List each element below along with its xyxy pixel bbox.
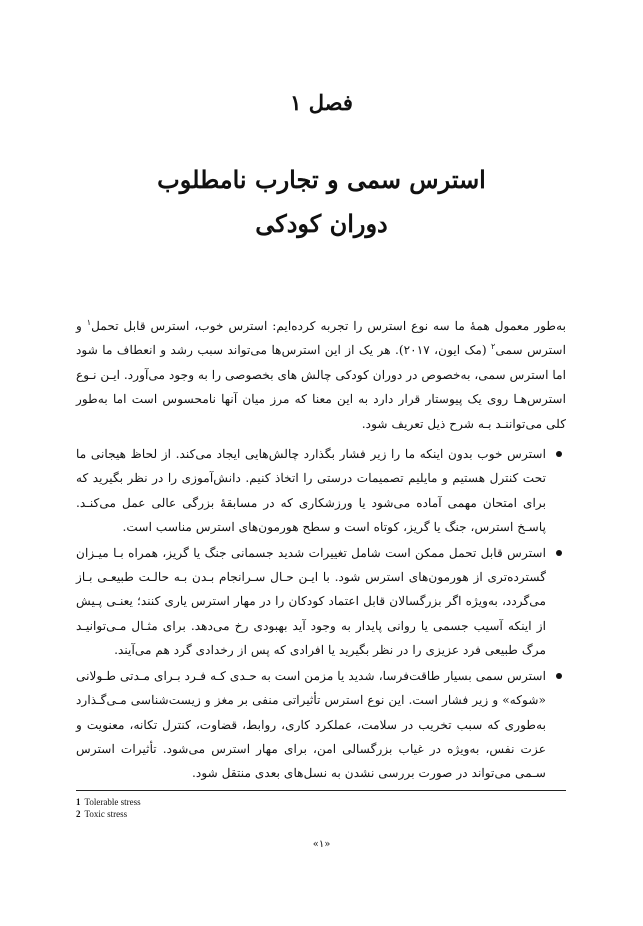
bullet-icon <box>556 451 562 457</box>
intro-text-3: (مک ایون، ۲۰۱۷). هر یک از این استرس‌ها می‌تواند سبب رشد و انعطاف ما شود اما استرس سمی، به‌خصوص در دوران کودکی چالش های بخصوصی را به وجود می‌آورد. ایـن نـوع استرس‌هـا روی یک پیوستار قرار دارد به این معنا که مرز میان آنها نامحسوس است اما به‌طور کلی می‌تواننـد بـه شرح ذیل تعریف شود. <box>76 343 566 431</box>
footnote-text: Tolerable stress <box>84 797 141 807</box>
stress-types-list <box>76 442 566 786</box>
chapter-label: فصل ۱ <box>290 90 353 115</box>
footnote-text: Toxic stress <box>84 809 128 819</box>
chapter-body <box>76 314 566 787</box>
footnote-divider <box>76 790 566 791</box>
intro-text-2: و استرس سمی <box>76 319 566 358</box>
footnote-ref-2: ۲ <box>491 342 496 352</box>
intro-paragraph <box>76 314 566 436</box>
footnotes <box>76 796 376 820</box>
bullet-icon <box>556 550 562 556</box>
page-number: «۱» <box>312 839 331 850</box>
list-item-good-stress <box>76 442 566 540</box>
footnote-ref-1: ۱ <box>86 317 92 327</box>
bullet-icon <box>556 673 562 679</box>
chapter-title-line-1: استرس سمی و تجارب نامطلوب <box>157 165 486 194</box>
list-item-tolerable-stress <box>76 541 566 663</box>
list-item-text: استرس خوب بدون اینکه ما را زیر فشار بگذارد چالش‌هایی ایجاد می‌کند. از لحاظ هیجانی ما تحت کنترل هستیم و مایلیم تصمیمات درستی را اتخاذ کنیم. دانش‌آموزی را در نظر بگیرید که برای امتحان مهمی آماده می‌شود یا ورزشکاری که در مسابقهٔ بزرگی عالی عمل می‌کنـد. پاسـخ استرس، جنگ یا گریز، کوتاه است و سطح هورمون‌های استرس مناسب است. <box>76 447 546 535</box>
footnote-number: 1 <box>76 797 81 807</box>
list-item-text: استرس قابل تحمل ممکن است شامل تغییرات شدید جسمانی جنگ یا گریز، همراه بـا میـزان گسترده‌تری از هورمون‌های استرس شود. با ایـن حـال سـرانجام بـدن بـه حالـت طبیعـی بـاز می‌گردد، به‌ویژه اگر بزرگسالان قابل اعتماد کودکان را در مهار استرس یاری کنند؛ یعنـی پـیش از اینکه آسیب جسمی یا روانی پایدار به وجود آید بهبودی رخ می‌دهد. برای مثـال مـی‌توانیـد مرگ طبیعی فرد عزیزی را در نظر بگیرید یا افرادی که پس از رخدادی گرد هم می‌آیند. <box>76 545 546 658</box>
intro-text-1: به‌طور معمول همهٔ ما سه نوع استرس را تجربه کرده‌ایم: استرس خوب، استرس قابل تحمل <box>91 319 566 333</box>
list-item-toxic-stress <box>76 664 566 786</box>
footnote-number: 2 <box>76 809 81 819</box>
chapter-title <box>60 158 583 246</box>
footnote-2 <box>76 808 376 820</box>
chapter-title-line-2: دوران کودکی <box>255 209 388 238</box>
footnote-1 <box>76 796 376 808</box>
list-item-text: استرس سمی بسیار طاقت‌فرسا، شدید یا مزمن است به حـدی کـه فـرد بـرای مـدتی طـولانی «شوکه» و زیر فشار است. این نوع استرس تأثیراتی منفی بر مغز و زیست‌شناسی مـی‌گـذارد به‌طوری که سبب تخریب در سلامت، عملکرد کاری، روابط، قضاوت، کنترل تکانه، معنویت و عزت نفس، به‌ویژه در غیاب بزرگسالی امن، برای مهار استرس می‌شود. تأثیرات استرس سـمی می‌تواند در صورت بررسی نشدن به نسل‌های بعدی منتقل شود. <box>76 668 546 781</box>
